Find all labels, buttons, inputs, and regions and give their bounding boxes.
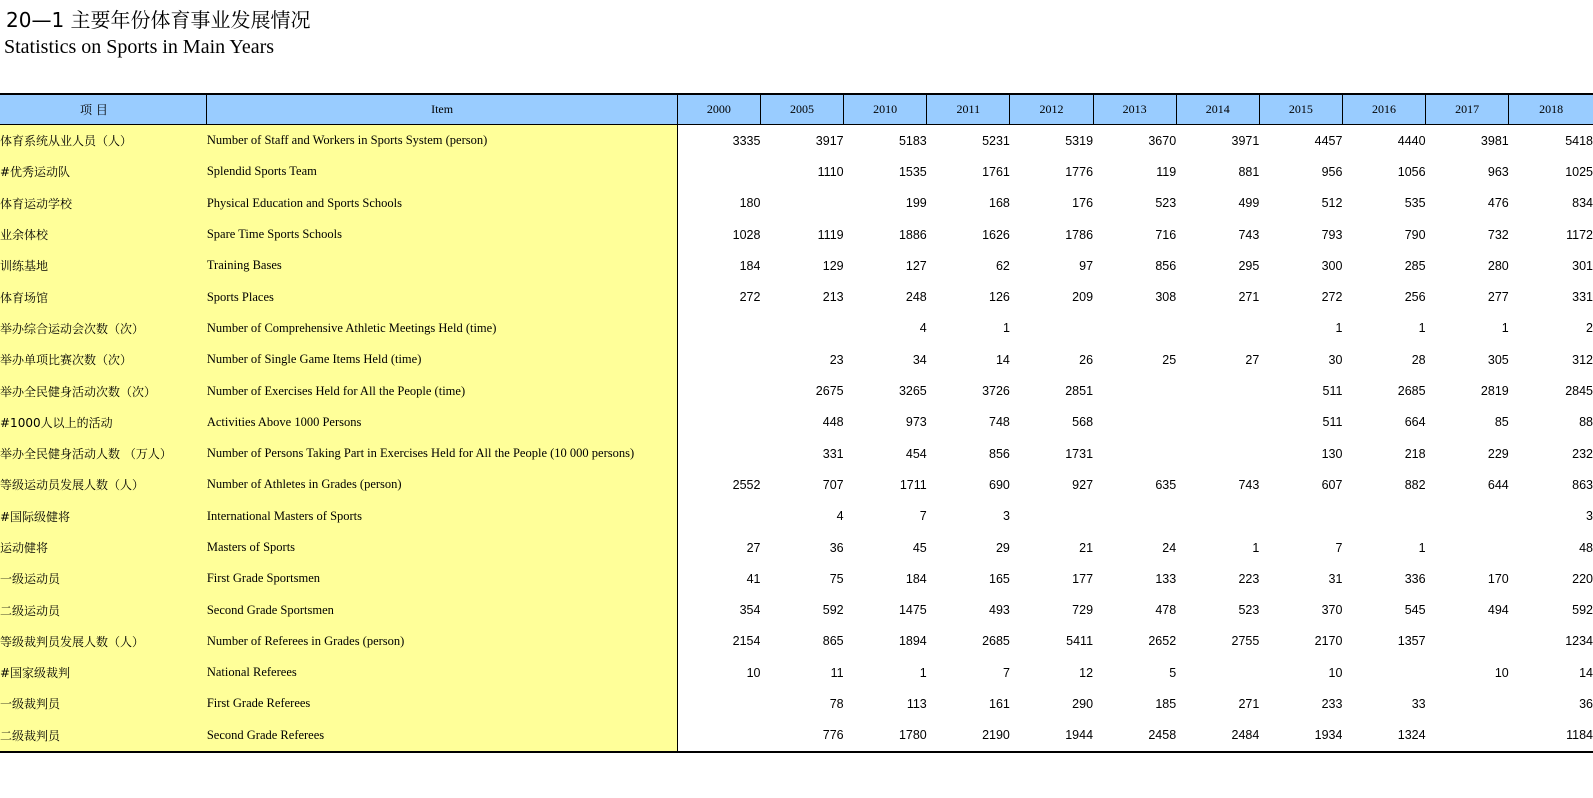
header-year: 2010 (844, 94, 927, 125)
table-body (0, 125, 1593, 752)
value-cell: 592 (1572, 603, 1593, 618)
table-row (0, 375, 1593, 406)
value-cell: 229 (1487, 446, 1509, 461)
value-cell: 180 (739, 196, 761, 211)
row-label-chinese: 等级裁判员发展人数（人） (0, 626, 207, 657)
value-cell: 5411 (1066, 634, 1094, 649)
value-cell (1093, 438, 1176, 469)
value-cell: 1944 (1010, 720, 1093, 752)
row-label-english: Second Grade Referees (207, 720, 677, 752)
value-cell: 14 (1579, 665, 1593, 680)
value-cell: 1934 (1259, 720, 1342, 752)
value-cell: 716 (1155, 227, 1177, 242)
value-cell: 85 (1494, 415, 1509, 430)
value-cell: 448 (822, 415, 844, 430)
table-row (0, 657, 1593, 688)
value-cell: 865 (822, 634, 844, 649)
value-cell: 41 (746, 571, 761, 586)
value-cell: 973 (905, 415, 927, 430)
value-cell: 2458 (1093, 720, 1176, 752)
value-cell (1010, 501, 1093, 532)
value-cell: 644 (1487, 477, 1509, 492)
row-label-chinese: #优秀运动队 (0, 156, 207, 187)
value-cell: 45 (912, 540, 927, 555)
value-cell: 31 (1328, 571, 1343, 586)
value-cell: 199 (905, 196, 927, 211)
value-cell: 1056 (1397, 164, 1426, 179)
row-label-chinese: 举办单项比赛次数（次） (0, 344, 207, 375)
table-header-row (0, 94, 1593, 125)
header-year: 2011 (927, 94, 1010, 125)
value-cell: 354 (739, 603, 761, 618)
table-row (0, 438, 1593, 469)
table-row (0, 501, 1593, 532)
table-row (0, 281, 1593, 312)
value-cell: 36 (1579, 696, 1593, 711)
value-cell (1093, 375, 1176, 406)
value-cell: 476 (1487, 196, 1509, 211)
value-cell: 856 (1155, 258, 1177, 273)
value-cell: 927 (1072, 477, 1094, 492)
sports-statistics-table (0, 93, 1593, 753)
header-year: 2013 (1093, 94, 1176, 125)
row-label-chinese: 二级运动员 (0, 594, 207, 625)
value-cell: 1119 (817, 227, 844, 242)
table-row (0, 219, 1593, 250)
value-cell: 2851 (1065, 384, 1094, 399)
value-cell: 30 (1328, 352, 1343, 367)
value-cell: 233 (1321, 696, 1343, 711)
value-cell (677, 407, 760, 438)
value-cell: 2652 (1148, 634, 1177, 649)
value-cell: 223 (1238, 571, 1260, 586)
value-cell: 2170 (1314, 634, 1343, 649)
value-cell: 10 (1328, 665, 1343, 680)
value-cell: 729 (1072, 603, 1094, 618)
value-cell: 305 (1487, 352, 1509, 367)
value-cell (1342, 657, 1425, 688)
value-cell: 272 (739, 290, 761, 305)
value-cell: 1886 (898, 227, 927, 242)
value-cell: 185 (1155, 696, 1177, 711)
row-label-english: International Masters of Sports (207, 501, 677, 532)
value-cell: 1786 (1065, 227, 1094, 242)
value-cell: 748 (989, 415, 1010, 430)
value-cell: 3981 (1480, 133, 1509, 148)
value-cell (677, 156, 760, 187)
row-label-chinese: #国家级裁判 (0, 657, 207, 688)
value-cell: 130 (1321, 446, 1343, 461)
row-label-chinese: #1000人以上的活动 (0, 407, 207, 438)
value-cell: 3265 (898, 384, 927, 399)
value-cell: 3 (1002, 509, 1010, 524)
value-cell: 793 (1321, 227, 1343, 242)
row-label-chinese: 举办全民健身活动人数 （万人） (0, 438, 207, 469)
value-cell: 2685 (1397, 384, 1426, 399)
value-cell: 1172 (1566, 227, 1593, 242)
row-label-english: Masters of Sports (207, 532, 677, 563)
row-label-chinese: 训练基地 (0, 250, 207, 281)
value-cell: 3971 (1231, 133, 1260, 148)
row-label-chinese: 等级运动员发展人数（人） (0, 469, 207, 500)
value-cell: 2190 (927, 720, 1010, 752)
header-year: 2012 (1010, 94, 1093, 125)
value-cell: 512 (1321, 196, 1343, 211)
value-cell (1426, 501, 1509, 532)
value-cell: 165 (989, 571, 1010, 586)
row-label-english: Splendid Sports Team (207, 156, 677, 187)
row-label-english: Number of Persons Taking Part in Exercises Held for All the People (10 000 persons) (207, 438, 677, 469)
value-cell: 29 (995, 540, 1010, 555)
value-cell: 732 (1487, 227, 1509, 242)
value-cell: 336 (1404, 571, 1426, 586)
value-cell: 5418 (1565, 133, 1593, 148)
table-row (0, 626, 1593, 657)
value-cell: 493 (989, 603, 1010, 618)
value-cell: 1711 (899, 477, 927, 492)
header-year: 2014 (1176, 94, 1259, 125)
value-cell: 308 (1155, 290, 1177, 305)
value-cell (677, 720, 760, 752)
value-cell (1426, 532, 1509, 563)
value-cell: 790 (1404, 227, 1426, 242)
value-cell: 1894 (898, 634, 927, 649)
value-cell: 2154 (732, 634, 761, 649)
value-cell: 1776 (1065, 164, 1094, 179)
value-cell: 956 (1321, 164, 1343, 179)
value-cell: 1324 (1342, 720, 1425, 752)
value-cell: 12 (1079, 665, 1094, 680)
value-cell: 27 (1245, 352, 1260, 367)
value-cell: 1 (1418, 540, 1426, 555)
value-cell: 277 (1487, 290, 1509, 305)
table-row (0, 688, 1593, 719)
row-label-chinese: 一级裁判员 (0, 688, 207, 719)
value-cell: 78 (829, 696, 844, 711)
value-cell: 454 (905, 446, 927, 461)
value-cell: 743 (1238, 227, 1260, 242)
value-cell: 7 (1335, 540, 1343, 555)
value-cell: 25 (1162, 352, 1177, 367)
value-cell: 743 (1238, 477, 1260, 492)
header-year: 2005 (760, 94, 843, 125)
value-cell: 1 (1501, 321, 1509, 336)
table-row (0, 720, 1593, 752)
header-year: 2017 (1426, 94, 1509, 125)
value-cell: 1475 (898, 603, 927, 618)
value-cell (1342, 501, 1425, 532)
value-cell: 1 (1335, 321, 1343, 336)
row-label-chinese: #国际级健将 (0, 501, 207, 532)
value-cell (1426, 720, 1509, 752)
value-cell: 499 (1238, 196, 1260, 211)
row-label-english: Training Bases (207, 250, 677, 281)
value-cell: 1 (1002, 321, 1010, 336)
value-cell (677, 501, 760, 532)
value-cell (677, 688, 760, 719)
value-cell: 295 (1238, 258, 1260, 273)
row-label-english: First Grade Referees (207, 688, 677, 719)
value-cell: 568 (1072, 415, 1094, 430)
value-cell (677, 375, 760, 406)
row-label-chinese: 二级裁判员 (0, 720, 207, 752)
value-cell: 290 (1072, 696, 1094, 711)
value-cell: 592 (822, 603, 844, 618)
table-row (0, 407, 1593, 438)
value-cell (1259, 501, 1342, 532)
value-cell: 523 (1155, 196, 1177, 211)
value-cell: 690 (989, 477, 1010, 492)
value-cell: 285 (1404, 258, 1426, 273)
value-cell: 4 (919, 321, 927, 336)
value-cell: 2552 (732, 477, 761, 492)
row-label-english: Physical Education and Sports Schools (207, 188, 677, 219)
value-cell: 1184 (1509, 720, 1593, 752)
value-cell (760, 313, 843, 344)
value-cell: 1110 (817, 164, 844, 179)
value-cell: 5319 (1065, 133, 1094, 148)
value-cell: 776 (760, 720, 843, 752)
value-cell: 856 (989, 446, 1010, 461)
row-label-chinese: 举办全民健身活动次数（次） (0, 375, 207, 406)
value-cell: 1 (1418, 321, 1426, 336)
value-cell: 232 (1572, 446, 1593, 461)
value-cell: 331 (1572, 290, 1593, 305)
row-label-english: Spare Time Sports Schools (207, 219, 677, 250)
value-cell: 248 (905, 290, 927, 305)
value-cell: 127 (905, 258, 927, 273)
value-cell: 97 (1079, 258, 1094, 273)
table-title-english: Statistics on Sports in Main Years (4, 36, 275, 58)
value-cell: 161 (989, 696, 1010, 711)
header-item-chinese: 项 目 (0, 94, 207, 125)
value-cell (1176, 407, 1259, 438)
value-cell: 635 (1155, 477, 1177, 492)
row-label-english: First Grade Sportsmen (207, 563, 677, 594)
value-cell: 478 (1155, 603, 1177, 618)
value-cell (677, 438, 760, 469)
value-cell: 2755 (1231, 634, 1260, 649)
row-label-chinese: 举办综合运动会次数（次） (0, 313, 207, 344)
value-cell: 33 (1411, 696, 1426, 711)
value-cell: 1234 (1565, 634, 1593, 649)
value-cell: 218 (1404, 446, 1426, 461)
row-label-english: Number of Referees in Grades (person) (207, 626, 677, 657)
row-label-chinese: 运动健将 (0, 532, 207, 563)
value-cell: 511 (1322, 415, 1343, 430)
table-row (0, 563, 1593, 594)
value-cell: 14 (995, 352, 1010, 367)
table-row (0, 594, 1593, 625)
value-cell: 220 (1572, 571, 1593, 586)
row-label-chinese: 体育场馆 (0, 281, 207, 312)
value-cell: 272 (1321, 290, 1343, 305)
value-cell: 176 (1072, 196, 1094, 211)
row-label-chinese: 一级运动员 (0, 563, 207, 594)
value-cell: 23 (829, 352, 844, 367)
value-cell: 707 (822, 477, 844, 492)
value-cell: 168 (989, 196, 1010, 211)
row-label-english: Sports Places (207, 281, 677, 312)
value-cell: 36 (829, 540, 844, 555)
value-cell (1176, 438, 1259, 469)
value-cell: 834 (1572, 196, 1593, 211)
value-cell: 2845 (1565, 384, 1593, 399)
header-year: 2000 (677, 94, 760, 125)
value-cell: 1357 (1397, 634, 1426, 649)
value-cell: 1731 (1065, 446, 1094, 461)
value-cell: 2819 (1480, 384, 1509, 399)
table-row (0, 469, 1593, 500)
value-cell: 75 (829, 571, 844, 586)
value-cell: 10 (1494, 665, 1509, 680)
value-cell (1426, 688, 1509, 719)
value-cell: 271 (1238, 290, 1260, 305)
row-label-english: Number of Athletes in Grades (person) (207, 469, 677, 500)
value-cell: 511 (1322, 384, 1343, 399)
value-cell: 209 (1072, 290, 1094, 305)
value-cell: 88 (1579, 415, 1593, 430)
value-cell: 535 (1404, 196, 1426, 211)
value-cell: 664 (1404, 415, 1426, 430)
value-cell: 5183 (898, 133, 927, 148)
value-cell: 2675 (815, 384, 844, 399)
value-cell: 1 (919, 665, 927, 680)
value-cell: 177 (1072, 571, 1094, 586)
value-cell (1176, 657, 1259, 688)
value-cell (677, 344, 760, 375)
row-label-english: Number of Exercises Held for All the People (time) (207, 375, 677, 406)
value-cell: 34 (912, 352, 927, 367)
value-cell: 494 (1487, 603, 1509, 618)
value-cell: 3 (1586, 509, 1593, 524)
value-cell: 10 (746, 665, 761, 680)
value-cell: 301 (1572, 258, 1593, 273)
value-cell: 24 (1162, 540, 1177, 555)
value-cell: 48 (1579, 540, 1593, 555)
table-title-chinese: 20—1 主要年份体育事业发展情况 (6, 8, 311, 32)
value-cell (677, 313, 760, 344)
value-cell: 2484 (1176, 720, 1259, 752)
value-cell (760, 188, 843, 219)
value-cell: 963 (1487, 164, 1509, 179)
value-cell: 3670 (1148, 133, 1177, 148)
value-cell: 4457 (1314, 133, 1343, 148)
header-year: 2018 (1509, 94, 1593, 125)
value-cell: 133 (1155, 571, 1177, 586)
row-label-english: Activities Above 1000 Persons (207, 407, 677, 438)
row-label-english: National Referees (207, 657, 677, 688)
value-cell: 11 (830, 665, 844, 680)
value-cell: 113 (906, 696, 927, 711)
header-year: 2015 (1259, 94, 1342, 125)
value-cell (1426, 626, 1509, 657)
value-cell: 126 (989, 290, 1010, 305)
value-cell: 184 (905, 571, 927, 586)
table-row (0, 188, 1593, 219)
value-cell: 26 (1079, 352, 1094, 367)
value-cell: 1626 (982, 227, 1010, 242)
value-cell: 280 (1487, 258, 1509, 273)
value-cell: 7 (919, 509, 927, 524)
value-cell: 607 (1321, 477, 1343, 492)
value-cell: 3917 (815, 133, 844, 148)
value-cell: 1 (1252, 540, 1260, 555)
row-label-english: Number of Comprehensive Athletic Meetings Held (time) (207, 313, 677, 344)
value-cell: 256 (1404, 290, 1426, 305)
value-cell: 1761 (982, 164, 1010, 179)
table-row (0, 156, 1593, 187)
row-label-chinese: 业余体校 (0, 219, 207, 250)
row-label-chinese: 体育运动学校 (0, 188, 207, 219)
value-cell (1010, 313, 1093, 344)
value-cell: 5 (1169, 665, 1177, 680)
table-row (0, 532, 1593, 563)
value-cell: 1535 (898, 164, 927, 179)
value-cell: 27 (746, 540, 761, 555)
value-cell: 545 (1404, 603, 1426, 618)
value-cell: 5231 (982, 133, 1010, 148)
value-cell (1093, 407, 1176, 438)
value-cell: 184 (739, 258, 761, 273)
value-cell: 129 (822, 258, 844, 273)
header-year: 2016 (1342, 94, 1425, 125)
value-cell (1093, 313, 1176, 344)
header-item-english: Item (207, 94, 677, 125)
value-cell: 170 (1487, 571, 1509, 586)
row-label-english: Second Grade Sportsmen (207, 594, 677, 625)
value-cell: 28 (1411, 352, 1426, 367)
table-row (0, 250, 1593, 281)
row-label-chinese: 体育系统从业人员（人） (0, 125, 207, 157)
value-cell: 300 (1321, 258, 1343, 273)
table-row (0, 313, 1593, 344)
value-cell (1176, 501, 1259, 532)
value-cell: 881 (1238, 164, 1260, 179)
value-cell (1176, 375, 1259, 406)
value-cell: 3335 (732, 133, 761, 148)
value-cell: 213 (822, 290, 844, 305)
value-cell: 4440 (1397, 133, 1426, 148)
table-row (0, 344, 1593, 375)
value-cell: 1025 (1565, 164, 1593, 179)
table-row (0, 125, 1593, 157)
value-cell: 370 (1321, 603, 1343, 618)
value-cell: 1780 (844, 720, 927, 752)
value-cell (1176, 313, 1259, 344)
value-cell: 4 (836, 509, 844, 524)
value-cell: 62 (995, 258, 1010, 273)
value-cell: 119 (1156, 164, 1177, 179)
value-cell: 7 (1002, 665, 1010, 680)
value-cell: 523 (1238, 603, 1260, 618)
row-label-english: Number of Single Game Items Held (time) (207, 344, 677, 375)
row-label-english: Number of Staff and Workers in Sports System (person) (207, 125, 677, 157)
value-cell (1093, 501, 1176, 532)
value-cell: 271 (1238, 696, 1260, 711)
value-cell: 21 (1079, 540, 1094, 555)
value-cell: 2685 (982, 634, 1010, 649)
value-cell: 331 (822, 446, 844, 461)
value-cell: 863 (1572, 477, 1593, 492)
value-cell: 3726 (982, 384, 1010, 399)
value-cell: 1028 (732, 227, 761, 242)
value-cell: 2 (1586, 321, 1593, 336)
value-cell: 312 (1572, 352, 1593, 367)
value-cell: 882 (1404, 477, 1426, 492)
